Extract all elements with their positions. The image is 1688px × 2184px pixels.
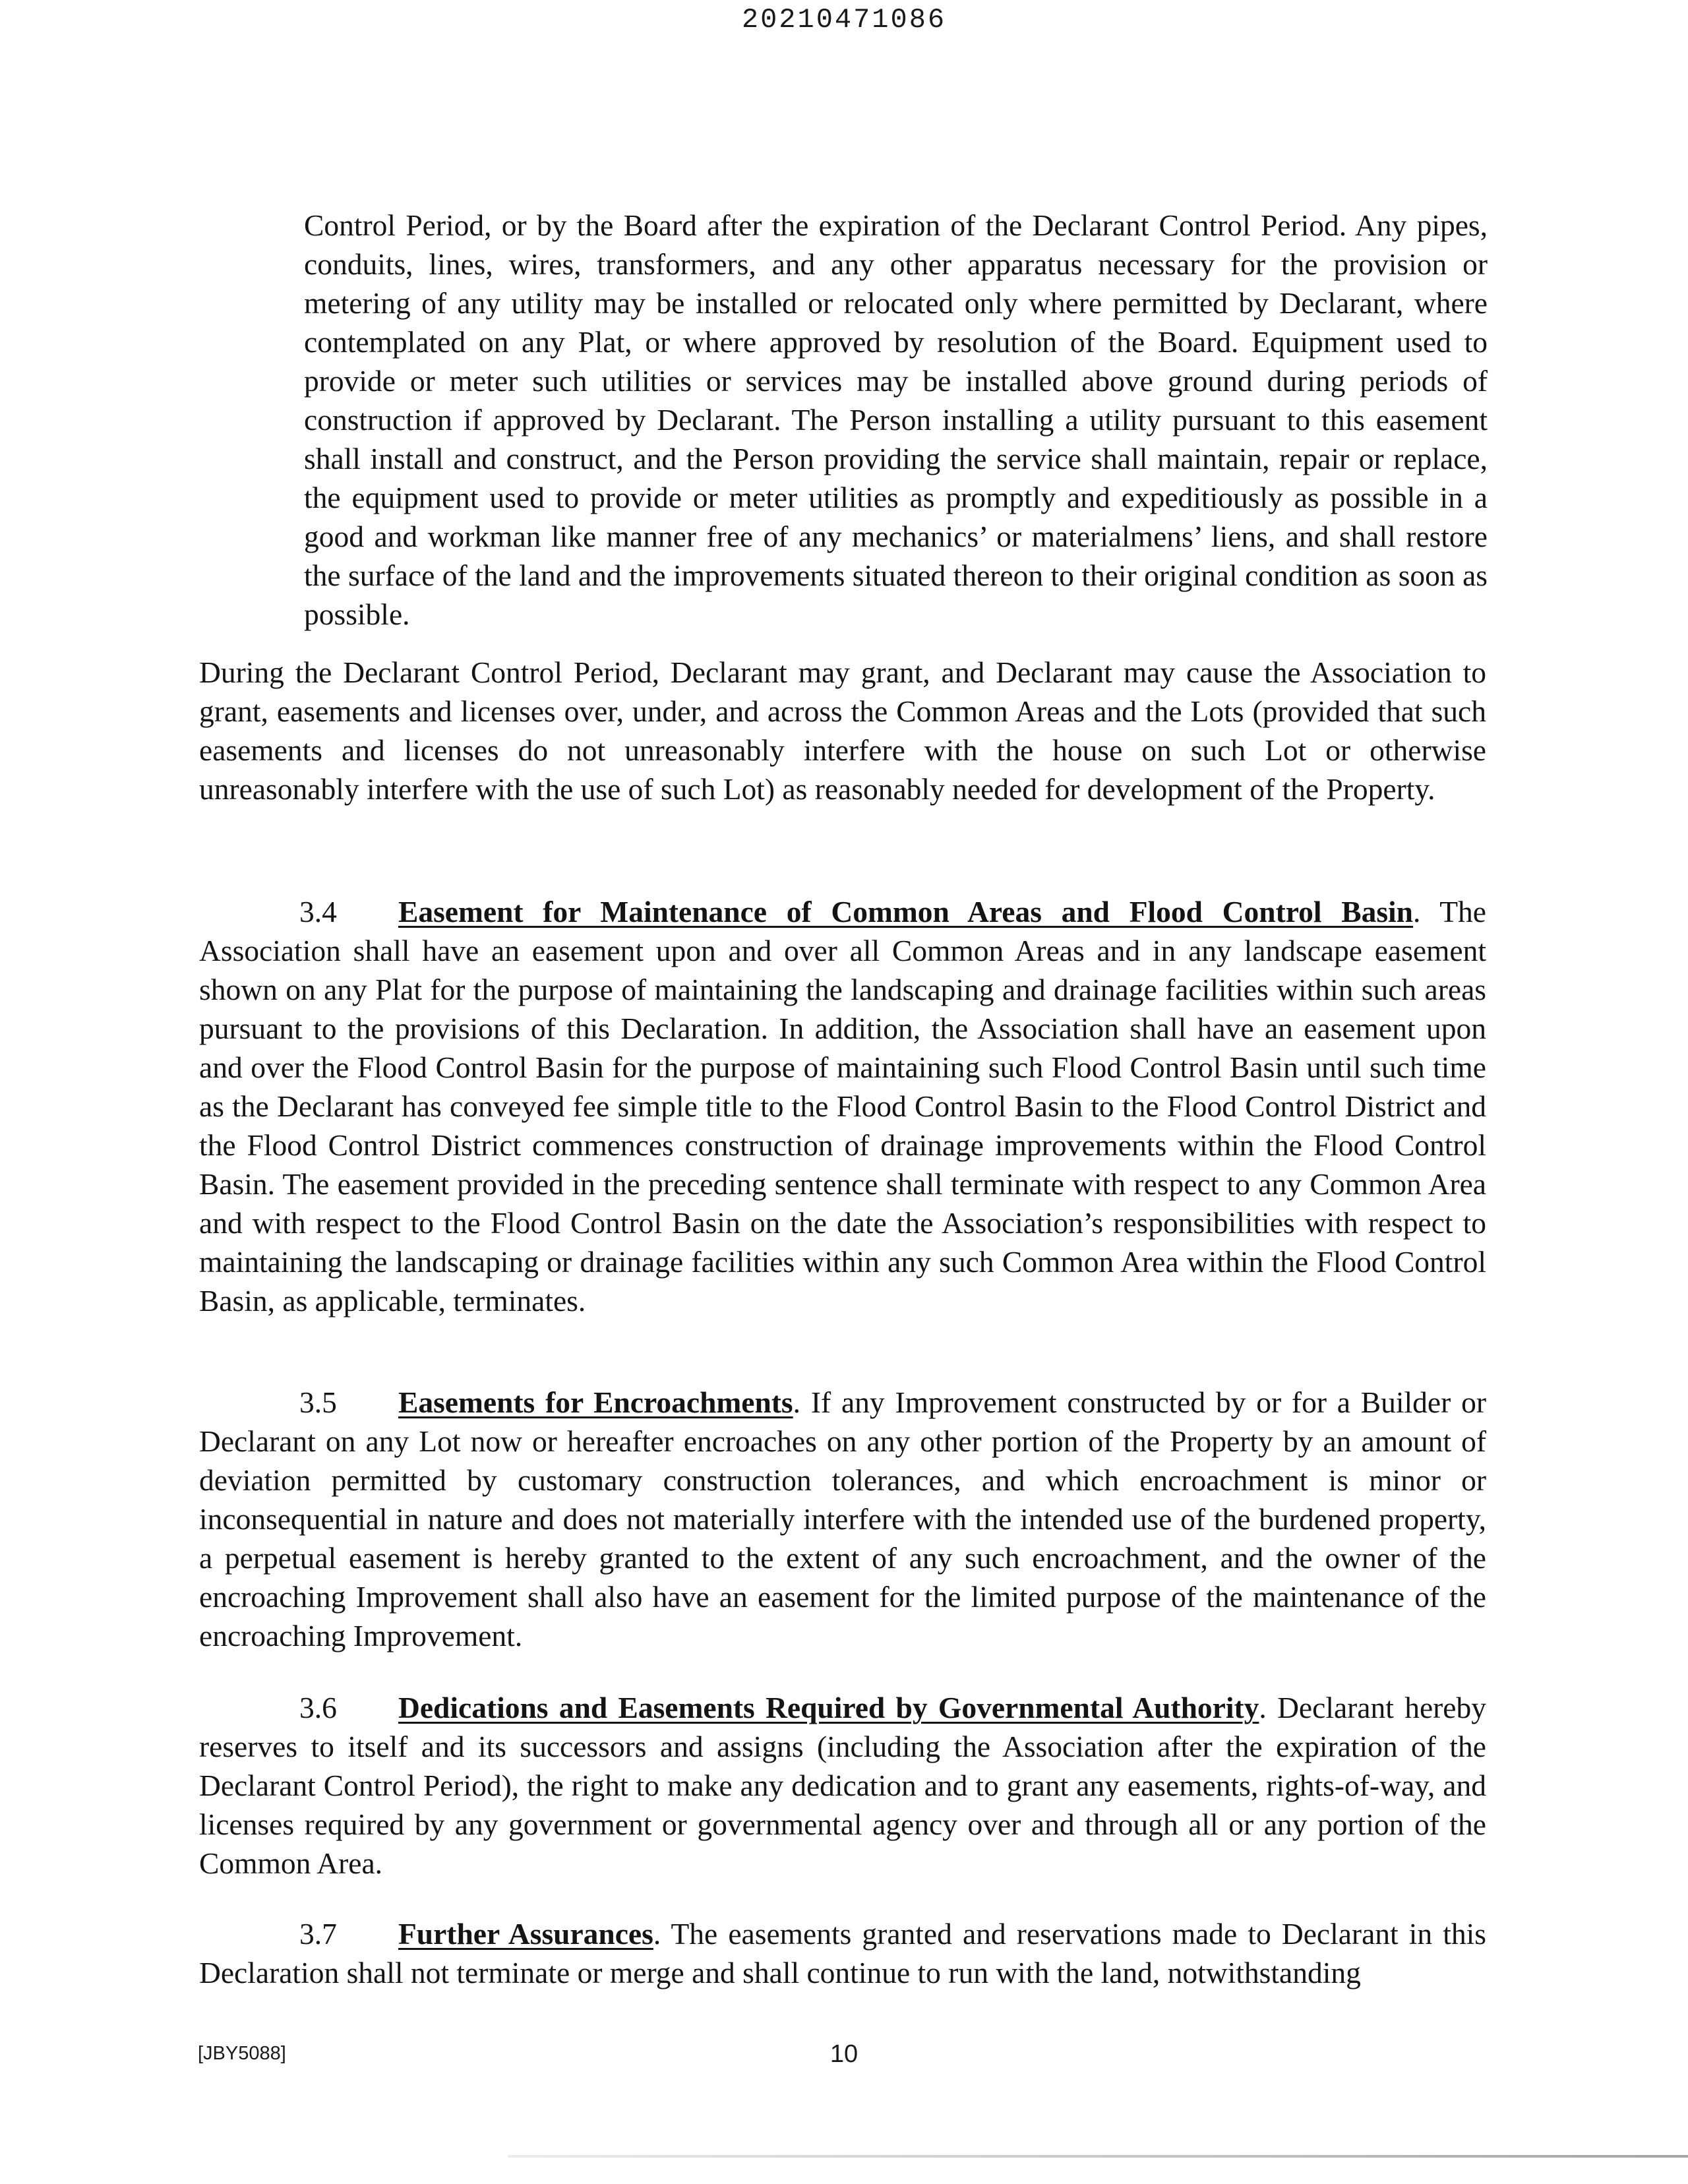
section-heading: Easement for Maintenance of Common Areas and Flood Control Basin [398,895,1413,928]
section-3-4 [199,892,1486,1320]
section-number: 3.4 [299,895,337,928]
section-3-7 [199,1914,1486,1992]
section-3-6 [199,1688,1486,1883]
scan-artifact-line [508,2155,1688,2158]
continuation-paragraph: Control Period, or by the Board after the expiration of the Declarant Control Period. Any pipes, conduits, lines, wires, transformers, and any other apparatus necessary for the provision or metering of any utility may be installed or relocated only where permitted by Declarant, where contemplated on any Plat, or where approved by resolution of the Board. Equipment used to provide or meter such utilities or services may be installed above ground during periods of construction if approved by Declarant. The Person installing a utility pursuant to this easement shall install and construct, and the Person providing the service shall maintain, repair or replace, the equipment used to provide or meter utilities as promptly and expeditiously as possible in a good and workman like manner free of any mechanics’ or materialmens’ liens, and shall restore the surface of the land and the improvements situated thereon to their original condition as soon as possible. [304,208,1488,631]
section-number: 3.5 [299,1385,337,1419]
section-body: . If any Improvement constructed by or for a Builder or Declarant on any Lot now or hereafter encroaches on any other portion of the Property by an amount of deviation permitted by customary construction tolerances, and which encroachment is minor or inconsequential in nature and does not materially interfere with the intended use of the burdened property, a perpetual easement is hereby granted to the extent of any such encroachment, and the owner of the encroaching Improvement shall also have an easement for the limited purpose of the maintenance of the encroaching Improvement. [199,1385,1486,1653]
grant-paragraph: During the Declarant Control Period, Declarant may grant, and Declarant may cause the Association to grant, easements and licenses over, under, and across the Common Areas and the Lots (provided that such easements and licenses do not unreasonably interfere with the house on such Lot or otherwise unreasonably interfere with the use of such Lot) as reasonably needed for development of the Property. [199,655,1486,806]
section-heading: Easements for Encroachments [398,1385,793,1419]
section-number: 3.7 [299,1917,337,1951]
section-body: . Declarant hereby reserves to itself and its successors and assigns (including the Association after the expiration of the Declarant Control Period), the right to make any dedication and to grant any easements, rights-of-way, and licenses required by any government or governmental agency over and through all or any portion of the Common Area. [199,1691,1486,1880]
section-body: . The Association shall have an easement upon and over all Common Areas and in any landscape easement shown on any Plat for the purpose of maintaining the landscaping and drainage facilities within such areas pursuant to the provisions of this Declaration. In addition, the Association shall have an easement upon and over the Flood Control Basin for the purpose of maintaining such Flood Control Basin until such time as the Declarant has conveyed fee simple title to the Flood Control Basin to the Flood Control District and the Flood Control District commences construction of drainage improvements within the Flood Control Basin. The easement provided in the preceding sentence shall terminate with respect to any Common Area and with respect to the Flood Control Basin on the date the Association’s responsibilities with respect to maintaining the landscaping or drainage facilities within any such Common Area within the Flood Control Basin, as applicable, terminates. [199,895,1486,1318]
document-number: 20210471086 [741,4,947,36]
section-heading: Dedications and Easements Required by Governmental Authority [398,1691,1259,1724]
page-number: 10 [829,2040,859,2068]
section-heading: Further Assurances [398,1917,653,1951]
section-number: 3.6 [299,1691,337,1724]
section-3-5 [199,1383,1486,1655]
footer-document-id: [JBY5088] [198,2043,286,2064]
section-body: . The easements granted and reservations made to Declarant in this Declaration shall not terminate or merge and shall continue to run with the land, notwithstanding [199,1917,1487,1989]
